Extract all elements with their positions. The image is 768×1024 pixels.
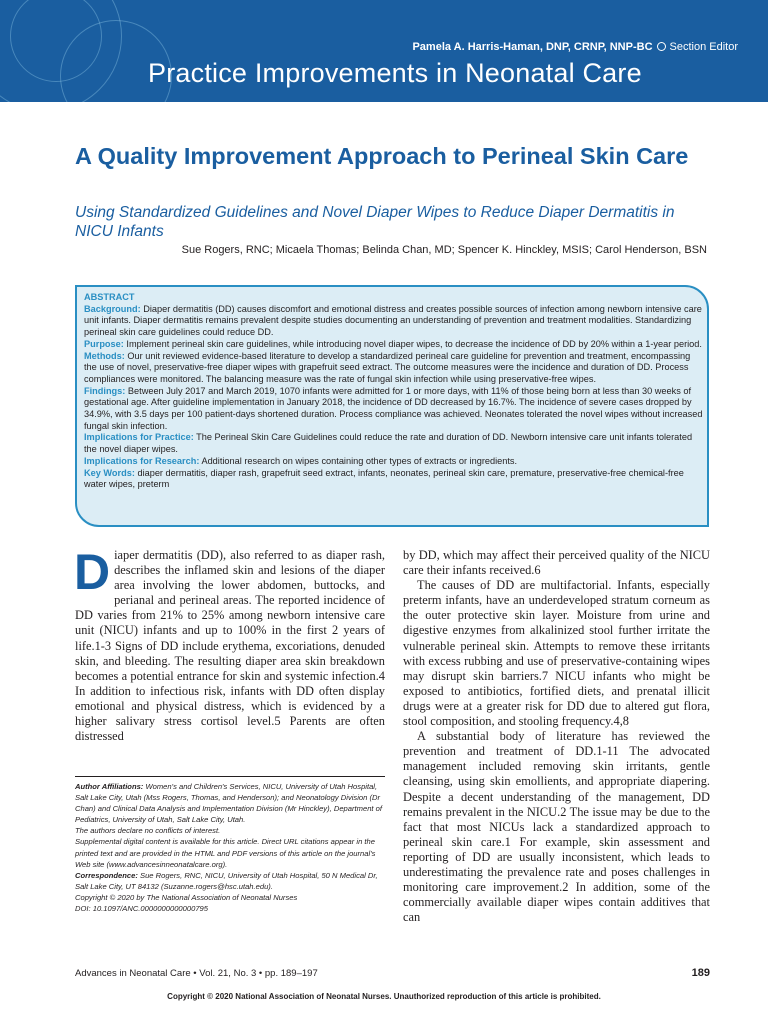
article-subtitle: Using Standardized Guidelines and Novel Diaper Wipes to Reduce Diaper Dermatitis in NICU Infants xyxy=(75,204,675,240)
supplemental-note: Supplemental digital content is available for this article. Direct URL citations appear in the printed text and are provided in the HTML and PDF versions of this article on the journal's Web site (www.advancesinneonatalcare.org). xyxy=(75,837,376,869)
editor-name: Pamela A. Harris-Haman, DNP, CRNP, NNP-BC xyxy=(412,41,653,53)
abstract-text xyxy=(84,292,704,491)
abstract-heading: ABSTRACT xyxy=(84,292,135,302)
correspondence: Correspondence: Sue Rogers, RNC, NICU, University of Utah Hospital, 50 N Medical Dr, Salt Lake City, UT 84132 (Suzanne.rogers@hsc.utah.edu). xyxy=(75,870,378,891)
abstract-findings: Findings: Between July 2017 and March 2019, 1070 infants were admitted for 1 or more days, with 11% of those being born at less than 30 weeks of gestational age. After guideline implementation in January 2018, the incidence of DD decreased by 16.7%. The incidence of severe cases dropped by 34.9%, with 3.5 days per 100 patient-days shortened duration. Process compliance was achieved. Neonates tolerated the novel wipes without increased fungal skin infection. xyxy=(84,385,703,431)
article-title: A Quality Improvement Approach to Perineal Skin Care xyxy=(75,143,689,169)
abstract-purpose: Purpose: Implement perineal skin care guidelines, while introducing novel diaper wipes, to decrease the incidence of DD by 20% within a 1-year period. xyxy=(84,338,702,349)
author-list: Sue Rogers, RNC; Micaela Thomas; Belinda Chan, MD; Spencer K. Hinckley, MSIS; Carol Henderson, BSN xyxy=(181,244,707,256)
abstract-methods: Methods: Our unit reviewed evidence-based literature to develop a standardized perineal care guideline for prevention and treatment, encompassing the use of novel, preservative-free diaper wipes with grapefruit seed extract. The outcome measures were the incidence and duration of DD. Process compliances were monitored. The balancing measure was the rate of fungal skin infection while using preservative-free wipes. xyxy=(84,350,691,384)
body-paragraph: A substantial body of literature has reviewed the prevention and treatment of DD.1-11 The advocated management included removing skin irritants, gentle cleansing, using skin emollients, and appropriate diapering. Despite a decent understanding of the management, DD remains prevalent in the NICU.2 The issue may be due to the fact that most NICUs lack a standardized approach to perineal skin care.1 For example, skin assessment and reporting of DD are usually inconsistent, which leads to underestimating the prevalence rate and poses challenges in monitoring care improvement.2 In addition, some of the commercially available diaper wipes contain additives that can xyxy=(403,729,710,925)
doi: DOI: 10.1097/ANC.0000000000000795 xyxy=(75,904,208,914)
editor-role: Section Editor xyxy=(669,41,738,53)
body-paragraph-continued: by DD, which may affect their perceived quality of the NICU care their infants received.6 xyxy=(403,548,710,578)
copyright-line: Copyright © 2020 by The National Association of Neonatal Nurses xyxy=(75,892,298,902)
body-column-left xyxy=(74,544,385,744)
separator-circle-icon xyxy=(657,42,666,51)
conflicts-statement: The authors declare no conflicts of interest. xyxy=(75,826,221,836)
drop-cap: D xyxy=(74,544,111,600)
page-number: 189 xyxy=(691,967,710,979)
body-column-right xyxy=(403,548,710,925)
section-banner xyxy=(0,0,768,102)
affiliations-divider xyxy=(75,776,385,777)
body-paragraph: The causes of DD are multifactorial. Infants, especially preterm infants, have an underdeveloped stratum corneum as the outer protective skin layer. Moisture from urine and digestive enzymes from alkalinized stool further irritate the vulnerable perineal skin. Attempts to remove these irritants with excess rubbing and use of preservative-containing wipes may disrupt skin barriers.7 NICU infants who might be exposed to antibiotics, fortified diets, and prenatal illicit drugs were at a greater risk for DD due to altered gut flora, stool composition, and stooling frequency.4,8 xyxy=(403,578,710,729)
copyright-notice: Copyright © 2020 National Association of Neonatal Nurses. Unauthorized reproduction of this article is prohibited. xyxy=(167,992,601,1001)
abstract-keywords: Key Words: diaper dermatitis, diaper rash, grapefruit seed extract, infants, neonates, perineal skin care, premature, preservative-free chemical-free water wipes, preterm xyxy=(84,467,684,490)
body-paragraph: Diaper dermatitis (DD), also referred to as diaper rash, describes the inflamed skin and lesions of the diaper area involving the lower abdomen, buttocks, and perianal and perineal areas. The reported incidence of DD varies from 21% to 25% among newborn intensive care unit (NICU) infants and up to 100% in the first 2 years of life.1-3 Signs of DD include erythema, excoriations, denuded skin, and bleeding. The resulting diaper area skin breakdown becomes a potential entrance for skin and systemic infection.4 In addition to infectious risk, infants with DD often display emotional and physical distress, which is evidenced by a higher salivary stress cortisol level.5 Parents are often distressed xyxy=(74,544,385,744)
section-title: Practice Improvements in Neonatal Care xyxy=(148,58,642,88)
journal-citation: Advances in Neonatal Care • Vol. 21, No. 3 • pp. 189–197 xyxy=(75,968,318,979)
abstract-practice: Implications for Practice: The Perineal Skin Care Guidelines could reduce the rate and duration of DD. Newborn intensive care unit infants tolerated the novel diaper wipes. xyxy=(84,432,693,455)
author-affiliations xyxy=(75,781,385,914)
abstract-research: Implications for Research: Additional research on wipes containing other types of extracts or ingredients. xyxy=(84,455,518,466)
abstract-background: Background: Diaper dermatitis (DD) causes discomfort and emotional distress and creates possible sources of infection among newborn intensive care unit infants. Diaper dermatitis remains prevalent despite studies documenting an understanding of prevention and treatment modalities. Standardizing perineal skin care guidelines could reduce DD. xyxy=(84,303,702,338)
affiliations-text: Author Affiliations: Women's and Children's Services, NICU, University of Utah Hospital, Salt Lake City, Utah (Mss Rogers, Thomas, and Henderson); and Neonatology Division (Dr Chan) and Clinical Data Analysis and Implementation Division (Mr Hinckley), Department of Pediatrics, University of Utah, Salt Lake City, Utah. xyxy=(75,782,382,825)
section-editor xyxy=(412,41,738,53)
